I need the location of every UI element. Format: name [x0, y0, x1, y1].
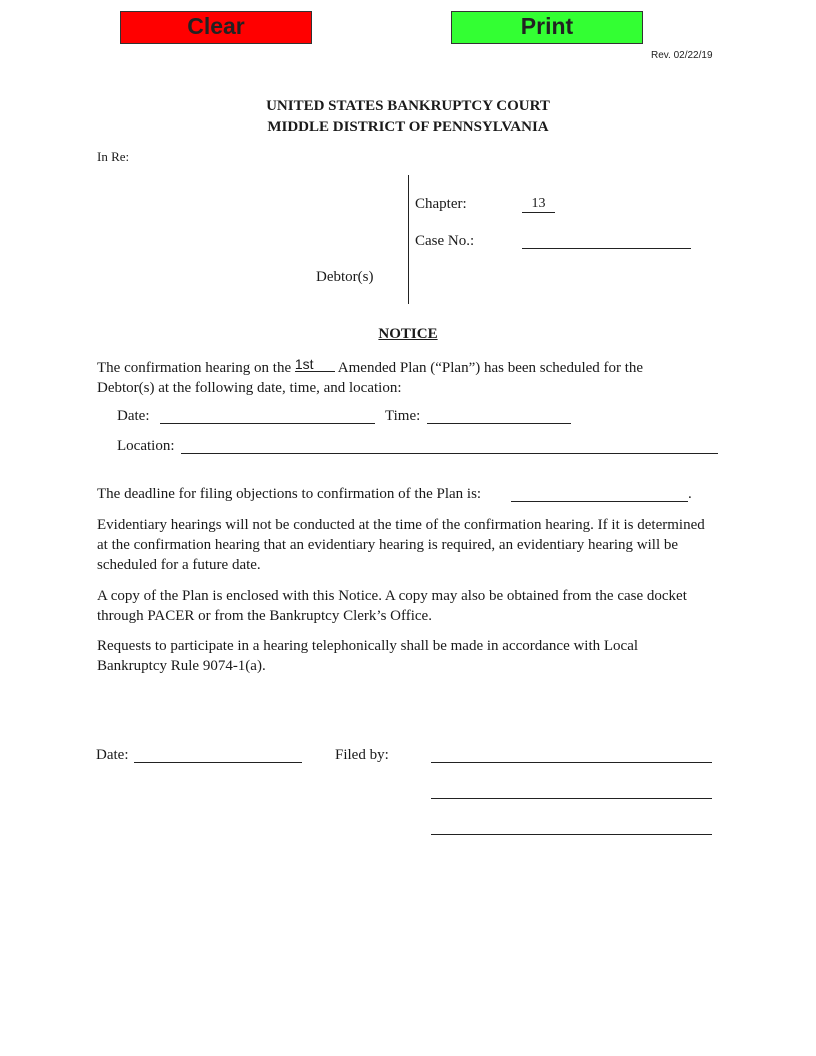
hearing-time-field[interactable]: [427, 407, 571, 424]
revision-date: Rev. 02/22/19: [651, 50, 713, 61]
filed-by-label: Filed by:: [335, 747, 389, 763]
chapter-value: 13: [531, 196, 546, 211]
filed-by-field-3[interactable]: [431, 818, 712, 835]
telephonic-paragraph: Requests to participate in a hearing telephonically shall be made in accordance with Local Bankruptcy Rule 9074-1(a).: [97, 638, 639, 674]
hearing-location-field[interactable]: [181, 437, 718, 454]
deadline-period: .: [688, 486, 692, 502]
clear-button[interactable]: Clear: [120, 11, 312, 44]
court-district: MIDDLE DISTRICT OF PENNSYLVANIA: [267, 119, 549, 135]
deadline-text: The deadline for filing objections to confirmation of the Plan is:: [97, 486, 482, 502]
footer-date-label: Date:: [96, 747, 129, 763]
caption-divider: [408, 175, 409, 304]
in-re-label: In Re:: [97, 149, 130, 164]
plan-ordinal-field[interactable]: [295, 357, 335, 372]
debtor-label: Debtor(s): [316, 269, 374, 285]
footer-date-field[interactable]: [134, 746, 302, 763]
hearing-text-after: Amended Plan (“Plan”) has been scheduled for the: [334, 360, 644, 376]
court-name: UNITED STATES BANKRUPTCY COURT: [266, 98, 550, 114]
hearing-text-before: The confirmation hearing on the: [97, 360, 295, 376]
chapter-label: Chapter:: [415, 196, 467, 212]
plan-copy-paragraph: A copy of the Plan is enclosed with this Notice. A copy may also be obtained from the case docket through PACER or from the Bankruptcy Clerk’s Office.: [97, 588, 687, 624]
hearing-date-field[interactable]: [160, 407, 375, 424]
hearing-time-label: Time:: [385, 408, 421, 424]
case-no-field[interactable]: [522, 232, 691, 249]
filed-by-field-2[interactable]: [431, 782, 712, 799]
case-no-label: Case No.:: [415, 233, 475, 249]
filed-by-field-1[interactable]: [431, 746, 712, 763]
notice-title: NOTICE: [378, 326, 438, 342]
hearing-date-label: Date:: [117, 408, 150, 424]
hearing-text-line2: Debtor(s) at the following date, time, and location:: [97, 380, 402, 396]
evidentiary-paragraph: Evidentiary hearings will not be conducted at the time of the confirmation hearing. If it is determined at the confirmation hearing that an evidentiary hearing is required, an evidentiary hearing will be scheduled for a future date.: [97, 517, 705, 573]
hearing-location-label: Location:: [117, 438, 175, 454]
plan-ordinal-value: 1st: [294, 356, 314, 372]
deadline-field[interactable]: [511, 485, 688, 502]
chapter-field[interactable]: [522, 196, 555, 213]
hearing-sentence: [97, 357, 737, 398]
print-button[interactable]: Print: [451, 11, 643, 44]
